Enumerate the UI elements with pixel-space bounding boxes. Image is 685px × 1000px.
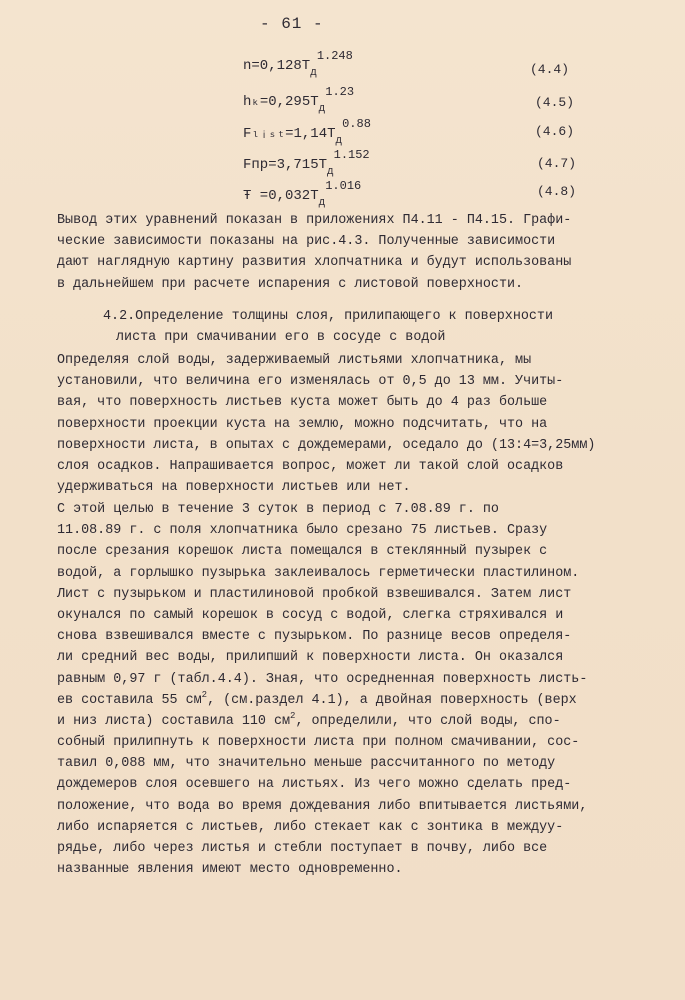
text-line: снова взвешивался вместе с пузырьком. По разнице весов определя-	[57, 629, 572, 645]
text-line: удерживаться на поверхности листьев или нет.	[57, 480, 411, 496]
text-line: названные явления имеют место одновременно.	[57, 862, 403, 878]
equation-number: (4.5)	[535, 95, 575, 110]
text-line: в дальнейшем при расчете испарения с листовой поверхности.	[57, 276, 524, 292]
text-line: вая, что поверхность листьев куста может быть до 4 раз больше	[57, 395, 548, 411]
heading-line: листа при смачивании его в сосуде с водой	[116, 330, 446, 346]
equation-4-7: $Fпр=3,715T_д1.152$	[243, 148, 370, 178]
equation-number: (4.6)	[535, 124, 575, 139]
text-line: Вывод этих уравнений показан в приложениях П4.11 - П4.15. Графи-	[57, 213, 572, 228]
text-line: 11.08.89 г. с поля хлопчатника было срезано 75 листьев. Сразу	[57, 523, 548, 539]
equation-4-8: Ŧ $=0,032T_д1.016$	[243, 179, 362, 209]
text-line: установили, что величина его изменялась от 0,5 до 13 мм. Учиты-	[57, 374, 564, 390]
text-line: слоя осадков. Напрашивается вопрос, может ли такой слой осадков	[57, 458, 564, 474]
text-line: собный прилипнуть к поверхности листа при полном смачивании, сос-	[57, 735, 580, 751]
equation-number: (4.8)	[537, 184, 577, 199]
text-line: Лист с пузырьком и пластилиновой пробкой взвешивался. Затем лист	[57, 586, 572, 602]
text-line: тавил 0,088 мм, что значительно меньше рассчитанного по методу	[57, 756, 556, 772]
equation-4-6: $F_lᵢ_{st}=1,14T_д0.88$	[243, 117, 371, 147]
equation-4-5: $h_k=0,295T_д1.23$	[243, 85, 355, 115]
text-line: дождемеров слоя осевшего на листьях. Из чего можно сделать пред-	[57, 777, 572, 793]
page-number: - 61 -	[260, 15, 324, 33]
equation-4-4: $n=0,128T_д1.248$	[243, 49, 353, 79]
text-line: после срезания корешок листа помещался в стеклянный пузырек с	[57, 544, 548, 560]
paragraph-derivation	[57, 210, 647, 295]
section-heading	[103, 306, 623, 348]
text-line: С этой целью в течение 3 суток в период с 7.08.89 г. по	[57, 502, 499, 517]
text-line: Определяя слой воды, задерживаемый листьями хлопчатника, мы	[57, 353, 532, 368]
heading-line: 4.2.Определение толщины слоя, прилипающего к поверхности	[103, 309, 553, 324]
text-line: поверхности листа, в опытах с дождемерами, оседало до (13:4=3,25мм)	[57, 437, 596, 453]
text-line-area: и низ листа) составила 110 $см^2$, определили, что слой воды, спо-	[57, 710, 561, 729]
text-line: поверхности проекции куста на землю, можно подсчитать, что на	[57, 416, 548, 432]
text-line: окунался по самый корешок в сосуд с водой, слегка стряхивался и	[57, 607, 564, 623]
equation-number: (4.7)	[537, 156, 577, 171]
text-line-area: ев составила 55 $см^2$, (см.раздел 4.1), а двойная поверхность (верх	[57, 689, 577, 708]
paragraph-experiment	[57, 499, 647, 880]
text-line: ческие зависимости показаны на рис.4.3. Полученные зависимости	[57, 234, 556, 250]
text-line: равным 0,97 г (табл.4.4). Зная, что осредненная поверхность листь-	[57, 671, 588, 687]
text-line: водой, а горлышко пузырька заклеивалось герметически пластилином.	[57, 565, 580, 581]
paragraph-water-layer	[57, 350, 647, 498]
text-line: ли средний вес воды, прилипший к поверхности листа. Он оказался	[57, 650, 564, 666]
text-line: дают наглядную картину развития хлопчатника и будут использованы	[57, 255, 572, 271]
text-line: либо испаряется с листьев, либо стекает как с зонтика в междуу-	[57, 819, 564, 835]
text-line: рядье, либо через листья и стебли поступает в почву, либо все	[57, 841, 548, 856]
text-line: положение, что вода во время дождевания либо впитывается листьями,	[57, 798, 588, 814]
equation-number: (4.4)	[530, 62, 570, 77]
